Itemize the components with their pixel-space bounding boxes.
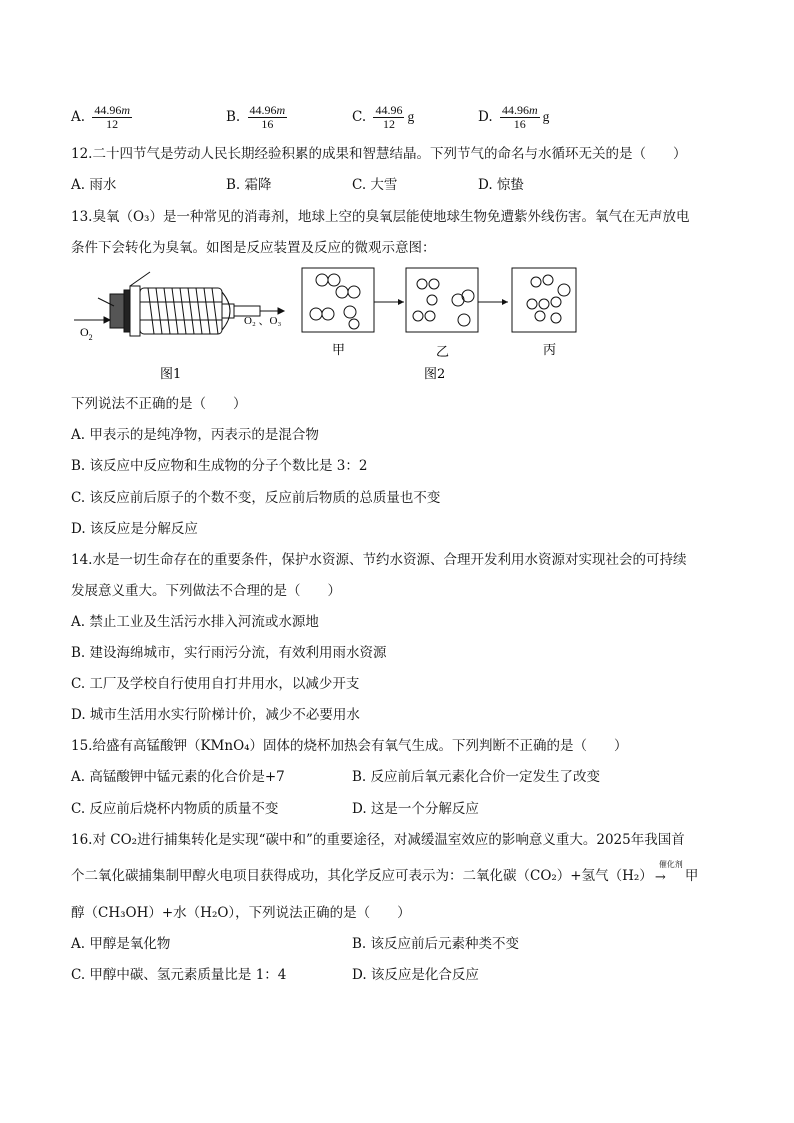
variable: m	[528, 103, 538, 117]
option-letter: D.	[478, 109, 493, 125]
numerator: 44.96	[249, 103, 277, 117]
q11-option-a	[71, 104, 135, 131]
box-jia	[302, 268, 374, 332]
q16-option-b: B. 该反应前后元素种类不变	[352, 936, 520, 952]
option-letter: B.	[226, 109, 241, 125]
fraction	[373, 104, 404, 131]
q15-option-c: C. 反应前后烧杯内物质的质量不变	[71, 801, 279, 817]
q14-option-c: C. 工厂及学校自行使用自打井用水，以减少开支	[71, 676, 360, 692]
q16-stem-line3: 醇（CH₃OH）+水（H₂O），下列说法正确的是（ ）	[71, 905, 411, 921]
label-bing: 丙	[543, 343, 557, 358]
q13-option-d: D. 该反应是分解反应	[71, 521, 198, 537]
fraction	[92, 104, 132, 131]
q15-option-d: D. 这是一个分解反应	[352, 801, 479, 817]
q14-option-b: B. 建设海绵城市，实行雨污分流，有效利用雨水资源	[71, 645, 387, 661]
label-yi: 乙	[436, 345, 450, 360]
numerator: 44.96	[375, 103, 403, 117]
denominator: 16	[261, 117, 274, 131]
q11-option-b	[226, 104, 290, 131]
q16-option-c: C. 甲醇中碳、氢元素质量比是 1：4	[71, 967, 287, 983]
q11-option-d	[478, 104, 549, 131]
denominator: 12	[106, 117, 119, 131]
q12-stem: 12.二十四节气是劳动人民长期经验积累的成果和智慧结晶。下列节气的命名与水循环无关的是（ ）	[71, 146, 687, 162]
q13-stem-line2: 条件下会转化为臭氧。如图是反应装置及反应的微观示意图：	[71, 240, 436, 256]
unit: g	[542, 109, 550, 124]
q13-question: 下列说法不正确的是（ ）	[71, 396, 247, 412]
q12-option-c: C. 大雪	[352, 177, 398, 193]
q15-option-a: A. 高锰酸钾中锰元素的化合价是+7	[71, 769, 285, 785]
variable: m	[121, 103, 131, 117]
fraction	[500, 104, 540, 131]
outlet-label: O₂ 、O₃	[244, 315, 282, 327]
fraction	[248, 104, 288, 131]
q12-option-a: A. 雨水	[71, 177, 117, 193]
q15-option-b: B. 反应前后氧元素化合价一定发生了改变	[352, 769, 601, 785]
box-bing	[512, 268, 576, 332]
option-letter: C.	[352, 109, 367, 125]
figure-1-caption: 图1	[160, 367, 182, 382]
label-jia: 甲	[332, 343, 346, 358]
q16-stem-line2-end: 甲	[684, 868, 699, 884]
unit: g	[407, 109, 415, 124]
reaction-figure-svg	[70, 262, 630, 382]
arrow-2-head	[502, 299, 508, 305]
q15-stem: 15.给盛有高锰酸钾（KMnO₄）固体的烧杯加热会有氧气生成。下列判断不正确的是（ ）	[71, 738, 628, 754]
figure-2-caption: 图2	[424, 367, 446, 382]
variable: m	[276, 103, 286, 117]
q12-option-b: B. 霜降	[226, 177, 272, 193]
q16-option-a: A. 甲醇是氧化物	[71, 936, 171, 952]
arrow-1-head	[398, 299, 404, 305]
q14-stem-line1: 14.水是一切生命存在的重要条件，保护水资源、节约水资源、合理开发利用水资源对实现社会的可持续	[71, 552, 687, 568]
q12-option-d: D. 惊蛰	[478, 177, 524, 193]
q14-option-a: A. 禁止工业及生活污水排入河流或水源地	[71, 614, 319, 630]
q16-stem-line2-text: 个二氧化碳捕集制甲醇火电项目获得成功，其化学反应可表示为：二氧化碳（CO₂）+氢气（H₂）	[71, 868, 653, 884]
q13-option-b: B. 该反应中反应物和生成物的分子个数比是 3：2	[71, 458, 368, 474]
q16-stem-line2	[71, 860, 699, 886]
numerator: 44.96	[501, 103, 529, 117]
q13-stem-line1: 13.臭氧（O₃）是一种常见的消毒剂，地球上空的臭氧层能使地球生物免遭紫外线伤害。氧气在无声放电	[71, 209, 690, 225]
reaction-arrow-icon: →	[654, 870, 666, 885]
inlet-label: $O_2$	[80, 325, 93, 342]
denominator: 16	[513, 117, 526, 131]
q16-stem-line1: 16.对 CO₂进行捕集转化是实现“碳中和”的重要途径，对减缓温室效应的影响意义重大。2025年我国首	[71, 832, 685, 848]
q14-stem-line2: 发展意义重大。下列做法不合理的是（ ）	[71, 583, 341, 599]
q13-option-c: C. 该反应前后原子的个数不变，反应前后物质的总质量也不变	[71, 490, 441, 506]
q16-option-d: D. 该反应是化合反应	[352, 967, 479, 983]
reaction-figure	[70, 262, 630, 382]
numerator: 44.96	[94, 103, 122, 117]
q14-option-d: D. 城市生活用水实行阶梯计价，减少不必要用水	[71, 707, 360, 723]
q11-option-c	[352, 104, 414, 131]
option-letter: A.	[71, 109, 86, 125]
q13-option-a: A. 甲表示的是纯净物，丙表示的是混合物	[71, 427, 319, 443]
denominator: 12	[382, 117, 395, 131]
catalyst-arrow	[653, 860, 685, 886]
catalyst-label: 催化剂	[658, 860, 683, 869]
box-yi	[406, 268, 478, 332]
